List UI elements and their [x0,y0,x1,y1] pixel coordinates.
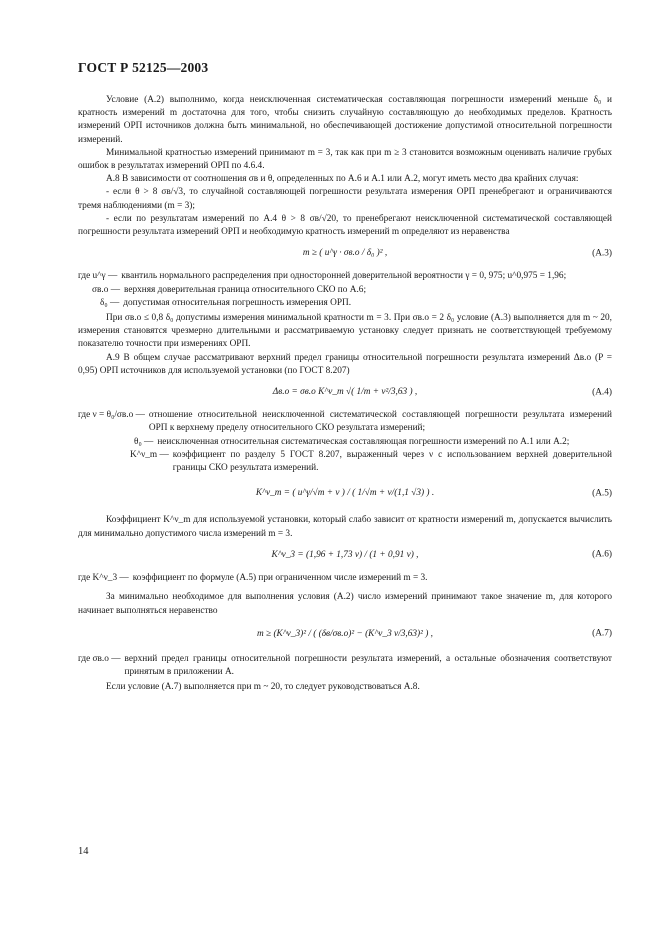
definitions-a4 [78,409,612,475]
formula-number: (А.3) [592,248,612,259]
page-number: 14 [78,846,89,857]
paragraph: - если по результатам измерений по А.4 θ > 8 σв/√20, то пренебрегают неисключенной систематической составляющей погрешности результата измерений ОРП и необходимую кратность измерений m определяют из неравенства [78,213,612,238]
formula-expression: K^ν_m = ( u^γ/√m + ν ) / ( 1/√m + ν/(1,1 √3) ) . [255,488,435,499]
definition-text: коэффициент по формуле (А.5) при ограниченном числе измерений m = 3. [132,573,428,584]
definition-text: квантиль нормального распределения при односторонней доверительной вероятности γ = 0, 975; u^0,975 = 1,96; [121,271,567,282]
formula-number: (А.5) [592,488,612,499]
definitions-a7 [78,653,612,679]
definition-row [78,572,612,585]
formula-number: (А.4) [592,387,612,398]
page-header: ГОСТ Р 52125—2003 [78,60,209,75]
definitions-a6 [78,572,612,585]
definition-row [78,270,612,283]
paragraph: Минимальной кратностью измерений принимают m = 3, так как при m ≥ 3 становится возможным оценивать наличие грубых ошибок в результатах измерений ОРП по 4.6.4. [78,147,612,172]
paragraph: А.8 В зависимости от соотношения σв и θ, определенных по А.6 и А.1 или А.2, могут иметь место два крайних случая: [106,174,579,185]
paragraph: - если θ > 8 σв/√3, то случайной составляющей погрешности результата измерения ОРП пренебрегают и ограничиваются тремя наблюдениями (m = 3); [78,187,612,211]
formula-number: (А.6) [592,549,612,560]
definitions-a3 [78,270,612,310]
formula-expression: K^ν_3 = (1,96 + 1,73 ν) / (1 + 0,91 ν) , [271,549,419,560]
formula-a5 [78,487,612,500]
definition-row [78,284,612,297]
formula-expression: Δв.о = σв.о K^ν_m √( 1/m + ν²/3,63 ) , [272,387,418,398]
definition-symbol: K^ν_m — [130,449,169,460]
formula-a4 [78,386,612,399]
definition-text: допустимая относительная погрешность измерения ОРП. [123,297,352,308]
definition-text: неисключенная относительная систематическая составляющая погрешности измерений по А.1 или А.2; [157,436,570,447]
formula-number: (А.7) [592,628,612,639]
definition-symbol: где ν = θ₀/σв.о — [78,410,145,421]
definition-row [78,409,612,435]
paragraph: Условие (А.2) выполнимо, когда неисключенная систематическая составляющая погрешности измерений меньше δ₀ и кратность измерений m достаточна для того, чтобы снизить случайную составляющую до необходимых пределов. Кратность измерений ОРП источников должна быть минимальной, но обеспечивающей достижение допустимой относительной погрешности измерений. [78,95,612,145]
formula-a3 [78,247,612,260]
formula-expression: m ≥ ( u^γ · σв.о / δ₀ )² , [302,248,388,259]
definition-symbol: σв.о — [92,284,120,295]
definition-row [78,449,612,475]
definition-text: верхний предел границы относительной погрешности результата измерений, а остальные обозначения соответствуют принятым в приложении А. [124,653,612,678]
paragraph: Коэффициент K^ν_m для используемой установки, который слабо зависит от кратности измерений m, допускается вычислить для минимально допустимого числа измерений m = 3. [78,515,612,539]
definition-text: отношение относительной неисключенной систематической составляющей погрешности результата измерений ОРП к верхнему пределу относительного СКО результата измерений; [148,410,612,434]
definition-symbol: θ₀ — [134,436,154,447]
definition-symbol: δ₀ — [100,297,120,308]
definition-row [78,297,612,310]
paragraph: При σв.о ≤ 0,8 δ₀ допустимы измерения минимальной кратности m = 3. При σв.о = 2 δ₀ условие (А.3) выполняется для m ~ 20, измерения становятся чрезмерно длительными и рассматриваемую установку следует признать не соответствующей требуемому показателю точности при измерениях ОРП. [78,313,612,350]
formula-a6 [78,549,612,562]
paragraph: А.9 В общем случае рассматривают верхний предел границы относительной погрешности результата измерений Δв.о (P = 0,95) ОРП источников для используемой установки (по ГОСТ 8.207) [78,352,612,376]
formula-expression: m ≥ (K^ν_3)² / ( (δв/σв.о)² − (K^ν_3 ν/3,63)² ) , [257,628,433,639]
definition-symbol: где σв.о — [78,653,121,664]
definition-text: верхняя доверительная граница относительного СКО по А.6; [124,284,367,295]
formula-a7 [78,628,612,641]
definition-symbol: где u^γ — [78,271,118,282]
definition-text: коэффициент по разделу 5 ГОСТ 8.207, выраженный через ν с использованием верхней доверительной границы СКО результата измерений. [172,449,612,474]
definition-row [78,653,612,679]
definition-row [78,436,612,449]
paragraph: Если условие (А.7) выполняется при m ~ 20, то следует руководствоваться А.8. [106,682,420,693]
page-body [78,94,612,695]
definition-symbol: где K^ν_3 — [78,573,129,584]
paragraph: За минимально необходимое для выполнения условия (А.2) число измерений принимают такое значение m, для которого начинает выполняться неравенство [78,592,612,616]
